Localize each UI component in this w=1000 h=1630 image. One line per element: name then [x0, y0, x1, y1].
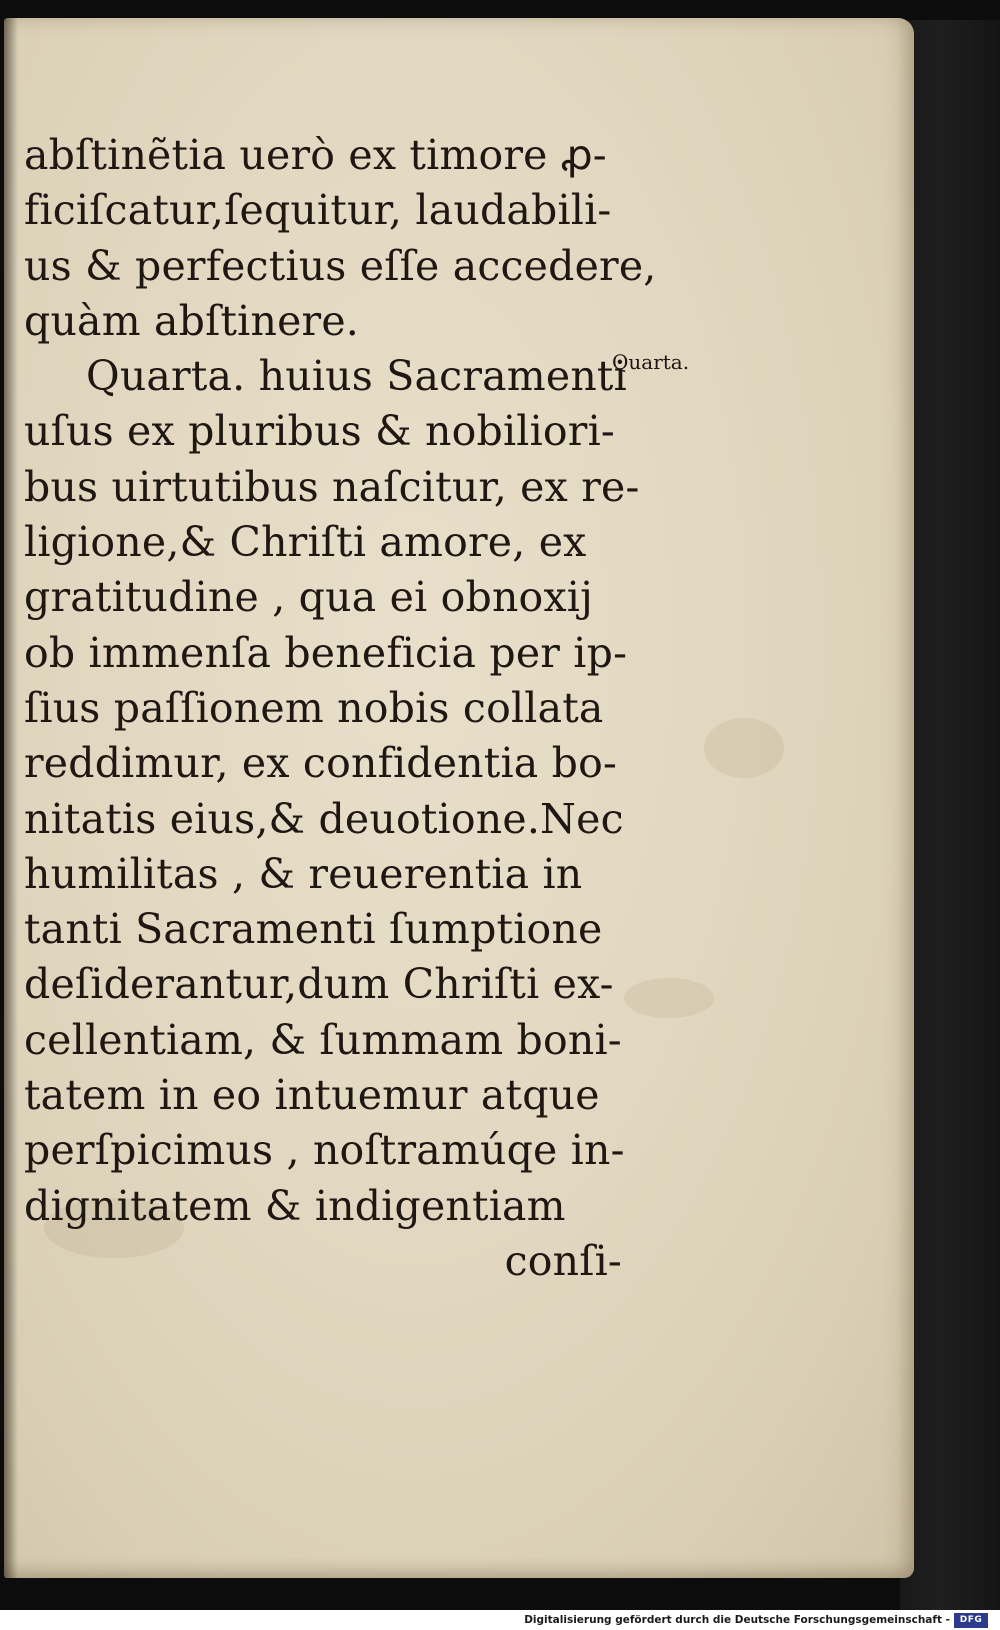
text-line: tanti Sacramenti ſumptione: [24, 905, 603, 954]
text-line: reddimur, ex confidentia bo-: [24, 739, 618, 788]
text-line: quàm abſtinere.: [24, 296, 360, 345]
book-page: [4, 18, 914, 1578]
text-line: ob immenſa beneficia per ip-: [24, 628, 628, 677]
text-line: us & perfectius eſſe accedere,: [24, 241, 657, 290]
digitization-credit: Digitalisierung gefördert durch die Deutsche Forschungsgemeinschaft -: [524, 1614, 950, 1626]
catchword: conſi-: [504, 1236, 622, 1285]
text-line: gratitudine , qua ei obnoxij: [24, 573, 593, 622]
text-line: cellentiam, & ſummam boni-: [24, 1015, 622, 1064]
text-line: dignitatem & indigentiam: [24, 1181, 566, 1230]
text-line: deſiderantur,dum Chriſti ex-: [24, 960, 614, 1009]
main-text-block: [24, 128, 657, 1289]
text-line: perſpicimus , noſtramúqe in-: [24, 1126, 625, 1175]
text-line-paragraph-start: Quarta. huius Sacramenti: [86, 352, 627, 401]
paper-stain: [704, 718, 784, 778]
text-line: ligione,& Chriſti amore, ex: [24, 518, 587, 567]
gutter-shadow: [4, 18, 18, 1578]
text-line: humilitas , & reuerentia in: [24, 849, 583, 898]
paper-stain: [624, 978, 714, 1018]
text-line: nitatis eius,& deuotione.Nec: [24, 794, 624, 843]
dfg-logo: DFG: [954, 1613, 988, 1628]
text-line: ſius paſſionem nobis collata: [24, 683, 604, 732]
text-line: abſtinẽtia uerò ex timore ꝓ-: [24, 131, 607, 179]
text-line: tatem in eo intuemur atque: [24, 1071, 600, 1120]
text-line: ficiſcatur,ſequitur, laudabili-: [24, 186, 612, 235]
text-line: uſus ex pluribus & nobiliori-: [24, 407, 615, 456]
book-edge: [900, 20, 1000, 1610]
marginal-note: Quarta.: [612, 350, 690, 374]
text-line: bus uirtutibus naſcitur, ex re-: [24, 462, 640, 511]
